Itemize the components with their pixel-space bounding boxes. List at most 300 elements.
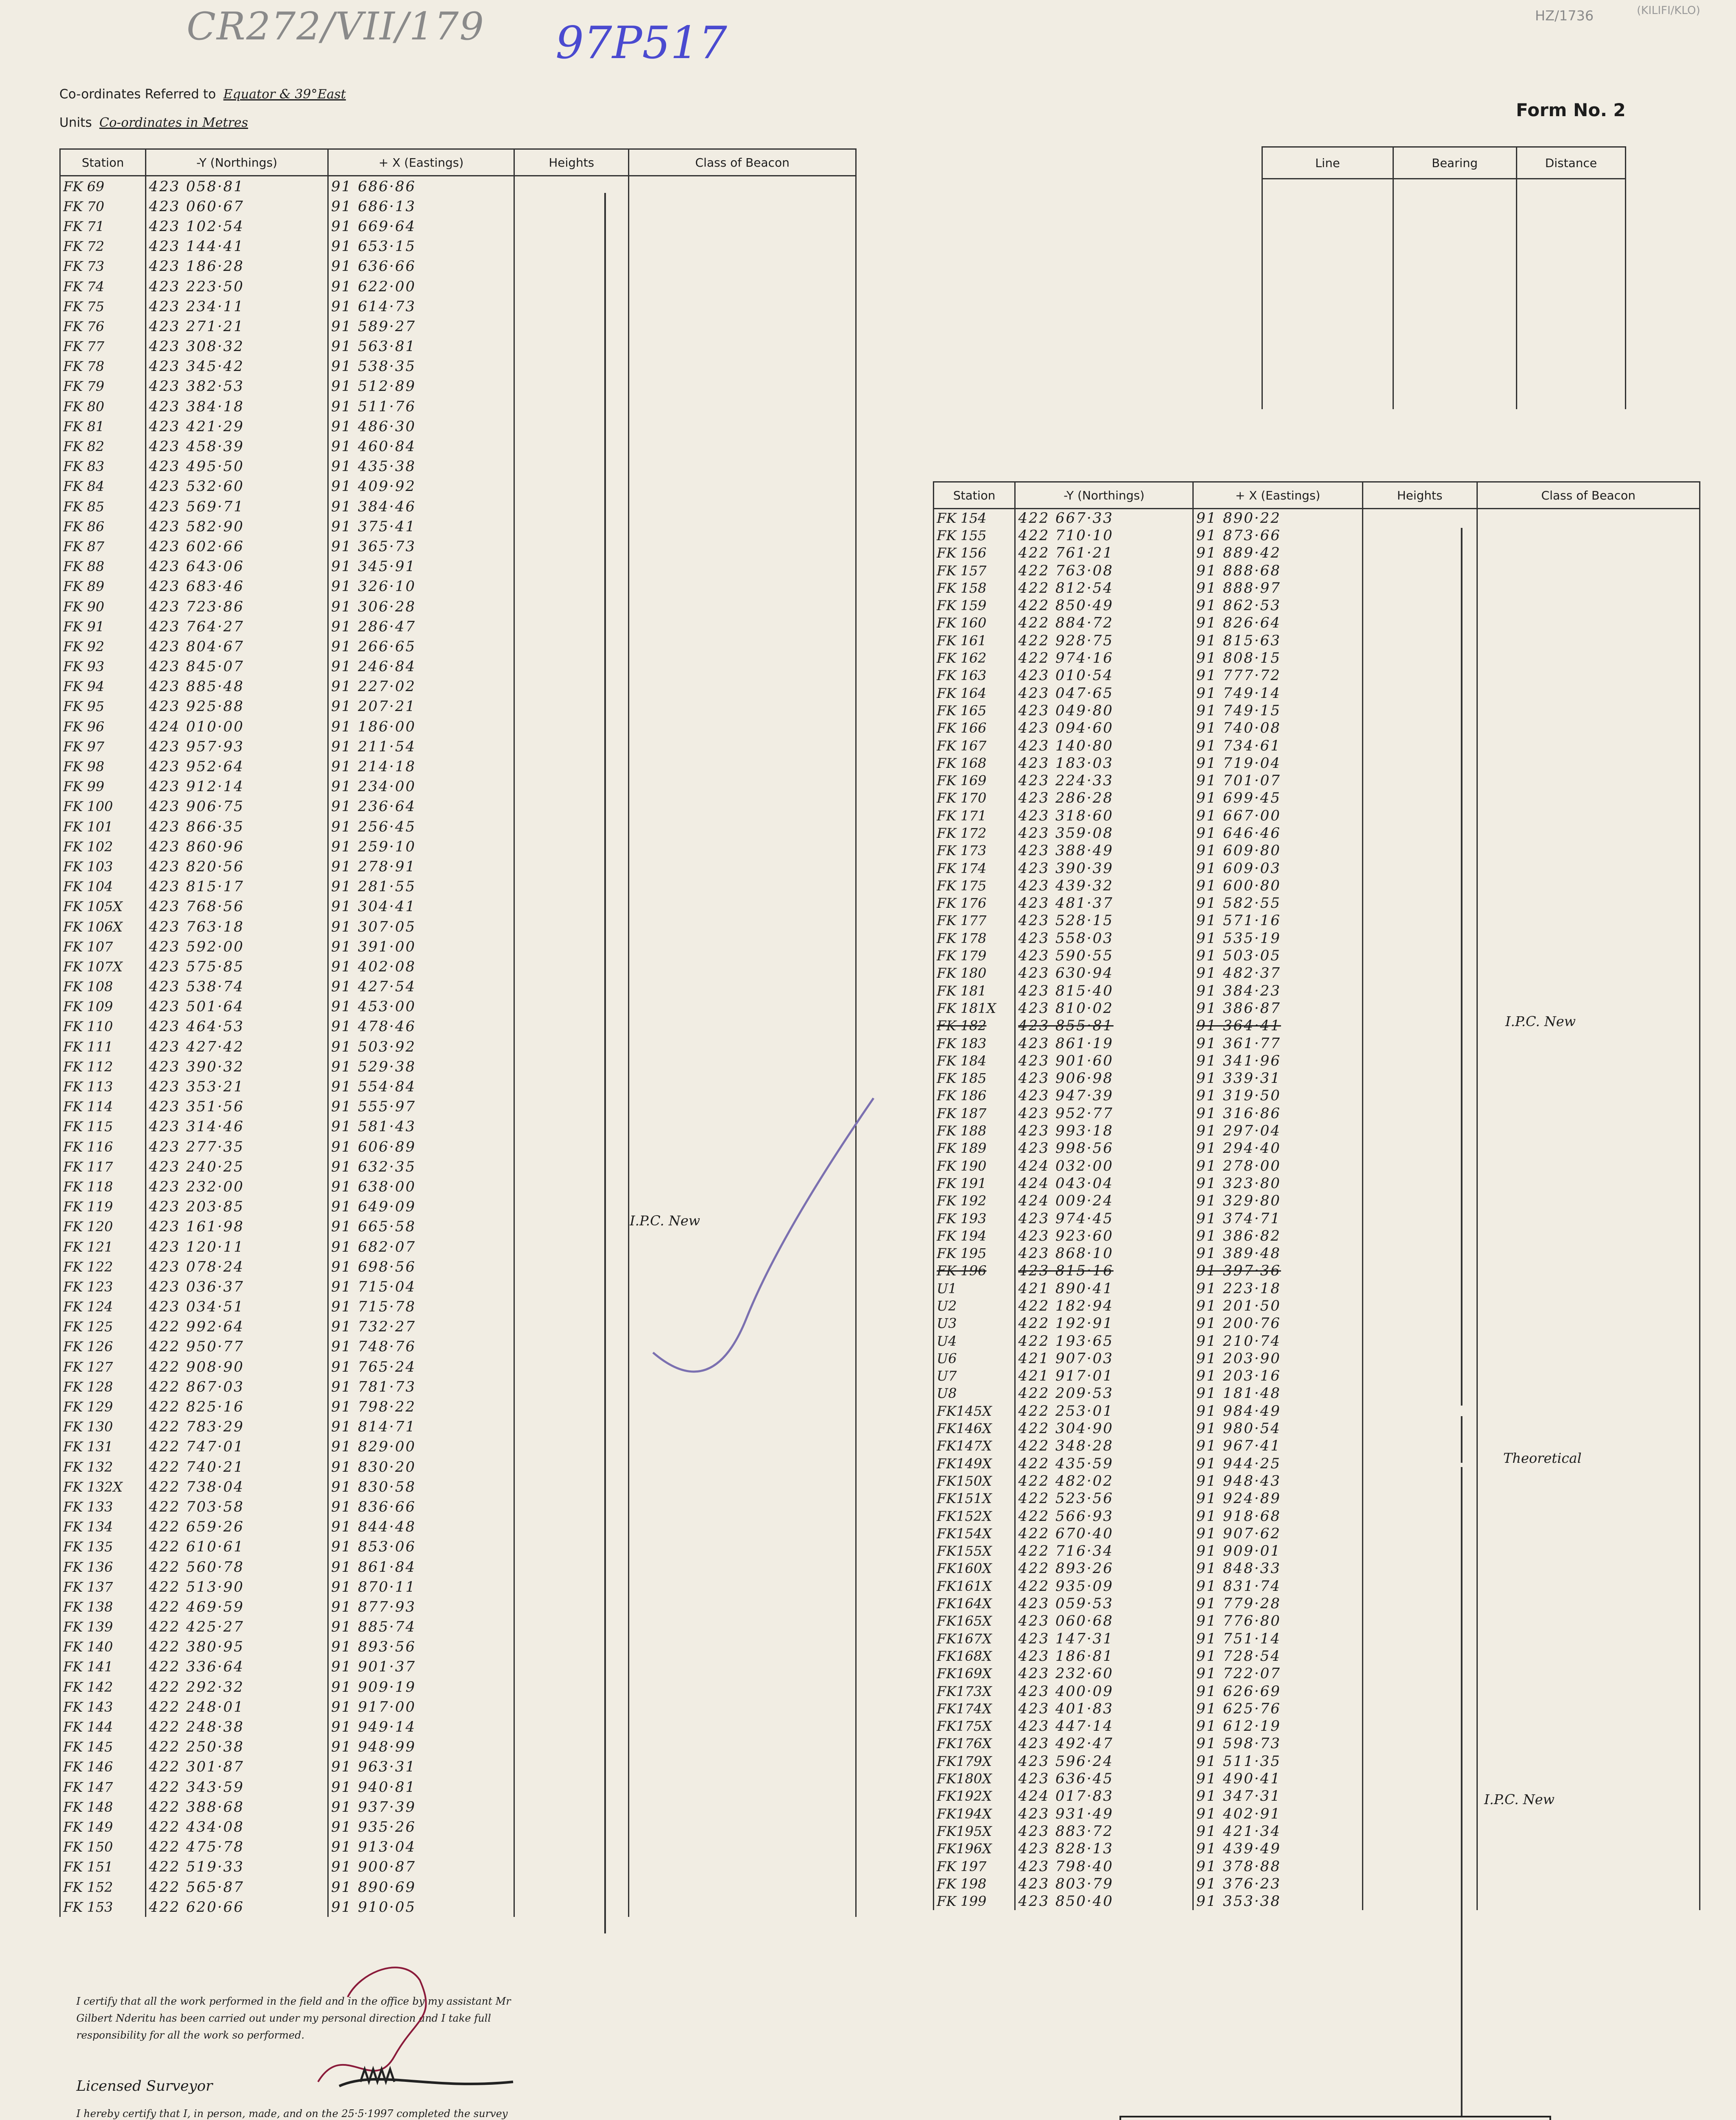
northing-cell: 423 010·54	[1015, 667, 1193, 684]
height-cell	[1362, 1858, 1477, 1875]
height-cell	[514, 697, 629, 717]
easting-cell: 91 967·41	[1193, 1437, 1363, 1455]
northing-cell: 423 314·46	[146, 1117, 328, 1137]
table-row	[934, 1735, 1700, 1752]
easting-cell: 91 935·26	[328, 1817, 514, 1837]
station-cell: FK 191	[934, 1174, 1015, 1192]
easting-cell: 91 646·46	[1193, 824, 1363, 842]
class-cell	[1477, 1700, 1700, 1717]
table-row	[934, 1577, 1700, 1595]
height-cell	[1362, 1788, 1477, 1805]
northing-cell: 422 850·49	[1015, 597, 1193, 614]
class-cell	[629, 516, 856, 536]
table-row	[934, 1297, 1700, 1314]
station-cell: FK 112	[60, 1057, 146, 1077]
northing-cell: 423 058·81	[146, 176, 328, 197]
table-row	[60, 917, 856, 937]
class-cell	[629, 677, 856, 697]
northing-cell: 423 353·21	[146, 1077, 328, 1096]
easting-cell: 91 777·72	[1193, 667, 1363, 684]
class-cell	[1477, 929, 1700, 947]
northing-cell: 423 993·18	[1015, 1122, 1193, 1139]
height-cell	[514, 1097, 629, 1117]
easting-cell: 91 435·38	[328, 457, 514, 477]
station-cell: FK 123	[60, 1277, 146, 1297]
table-row	[934, 1017, 1700, 1035]
northing-cell: 423 602·66	[146, 536, 328, 556]
northing-cell: 422 388·68	[146, 1797, 328, 1817]
table-row	[60, 977, 856, 997]
table-row	[934, 1595, 1700, 1612]
northing-cell: 423 947·39	[1015, 1087, 1193, 1105]
northing-cell: 422 667·33	[1015, 509, 1193, 527]
easting-cell: 91 701·07	[1193, 772, 1363, 789]
northing-cell: 423 538·74	[146, 977, 328, 997]
easting-cell: 91 667·00	[1193, 807, 1363, 824]
table-row	[934, 1822, 1700, 1840]
class-cell	[1477, 1840, 1700, 1858]
height-cell	[514, 1877, 629, 1897]
station-cell: FK192X	[934, 1788, 1015, 1805]
table-row	[934, 1385, 1700, 1402]
height-cell	[514, 1457, 629, 1477]
class-cell	[629, 1717, 856, 1737]
table-row	[60, 717, 856, 736]
height-cell	[514, 1757, 629, 1777]
class-cell	[629, 736, 856, 756]
station-cell: FK 92	[60, 636, 146, 656]
height-cell	[514, 897, 629, 917]
station-cell: FK 161	[934, 632, 1015, 649]
height-cell	[1362, 1262, 1477, 1280]
height-cell	[514, 957, 629, 976]
height-cell	[514, 176, 629, 197]
northing-cell: 423 388·49	[1015, 842, 1193, 859]
station-cell: FK 131	[60, 1437, 146, 1457]
station-cell: FK 167	[934, 737, 1015, 754]
class-cell	[1477, 895, 1700, 912]
table-row	[934, 1805, 1700, 1822]
table-row	[934, 1752, 1700, 1770]
class-cell	[629, 977, 856, 997]
easting-cell: 91 384·46	[328, 497, 514, 516]
station-cell: FK 172	[934, 824, 1015, 842]
easting-cell: 91 581·43	[328, 1117, 514, 1137]
class-cell	[629, 1597, 856, 1617]
easting-cell: 91 490·41	[1193, 1770, 1363, 1787]
height-cell	[1362, 1840, 1477, 1858]
northing-cell: 422 523·56	[1015, 1490, 1193, 1507]
northing-cell: 422 950·77	[146, 1337, 328, 1357]
easting-cell: 91 830·58	[328, 1477, 514, 1497]
table-row	[934, 720, 1700, 737]
class-cell	[629, 1617, 856, 1637]
northing-cell: 422 304·90	[1015, 1420, 1193, 1437]
northing-cell: 423 224·33	[1015, 772, 1193, 789]
northing-cell: 423 384·18	[146, 396, 328, 416]
height-cell	[514, 1157, 629, 1177]
table-row	[60, 1597, 856, 1617]
height-cell	[514, 1337, 629, 1357]
height-cell	[514, 436, 629, 456]
northing-cell: 423 906·75	[146, 797, 328, 817]
beacon-class-theoretical: Theoretical	[1503, 1450, 1582, 1466]
height-cell	[514, 1077, 629, 1096]
easting-cell: 91 563·81	[328, 337, 514, 357]
station-cell: FK 197	[934, 1858, 1015, 1875]
station-cell: FK 130	[60, 1417, 146, 1437]
height-cell	[1362, 999, 1477, 1017]
table-row	[60, 1497, 856, 1517]
class-cell	[1477, 877, 1700, 894]
height-cell	[514, 1057, 629, 1077]
table-row	[934, 1770, 1700, 1787]
station-cell: FK 105X	[60, 897, 146, 917]
class-cell	[1477, 1875, 1700, 1892]
easting-cell: 91 211·54	[328, 736, 514, 756]
height-cell	[1362, 1122, 1477, 1139]
northing-cell: 423 501·64	[146, 997, 328, 1017]
station-cell: FK 165	[934, 702, 1015, 719]
easting-cell: 91 304·41	[328, 897, 514, 917]
station-cell: FK 121	[60, 1237, 146, 1257]
class-cell	[629, 997, 856, 1017]
height-cell	[514, 1517, 629, 1537]
class-cell	[629, 457, 856, 477]
station-cell: FK 134	[60, 1517, 146, 1537]
table-row	[934, 1315, 1700, 1332]
easting-cell: 91 294·40	[1193, 1140, 1363, 1157]
station-cell: FK 135	[60, 1537, 146, 1557]
class-cell	[1477, 1892, 1700, 1910]
height-cell	[514, 837, 629, 856]
height-cell	[1362, 859, 1477, 877]
easting-cell: 91 625·76	[1193, 1700, 1363, 1717]
height-cell	[1362, 614, 1477, 632]
height-cell	[514, 1737, 629, 1757]
station-cell: FK 150	[60, 1837, 146, 1857]
class-cell	[1477, 1052, 1700, 1069]
height-cell	[1362, 1105, 1477, 1122]
table-row	[934, 1647, 1700, 1665]
northing-cell: 423 120·11	[146, 1237, 328, 1257]
height-cell	[514, 1417, 629, 1437]
table-row	[934, 1402, 1700, 1420]
easting-cell: 91 339·31	[1193, 1070, 1363, 1087]
station-cell: FK 124	[60, 1297, 146, 1317]
easting-cell: 91 323·80	[1193, 1174, 1363, 1192]
table-row	[934, 1437, 1700, 1455]
easting-cell: 91 890·22	[1193, 509, 1363, 527]
class-cell	[1477, 1543, 1700, 1560]
station-cell: FK176X	[934, 1735, 1015, 1752]
northing-cell: 422 610·61	[146, 1537, 328, 1557]
table-row	[60, 636, 856, 656]
station-cell: FK175X	[934, 1717, 1015, 1735]
northing-cell: 424 043·04	[1015, 1174, 1193, 1192]
easting-cell: 91 347·31	[1193, 1788, 1363, 1805]
easting-cell: 91 653·15	[328, 237, 514, 257]
table-row	[60, 1517, 856, 1537]
northing-cell: 422 710·10	[1015, 527, 1193, 544]
height-cell	[1362, 1350, 1477, 1367]
height-cell	[514, 1257, 629, 1277]
height-cell	[1362, 965, 1477, 982]
height-cell	[514, 337, 629, 357]
northing-cell: 422 380·95	[146, 1637, 328, 1657]
class-cell	[1477, 1647, 1700, 1665]
height-cell	[514, 1397, 629, 1417]
station-cell: FK 190	[934, 1157, 1015, 1174]
station-cell: FK 152	[60, 1877, 146, 1897]
easting-cell: 91 814·71	[328, 1417, 514, 1437]
station-cell: FK 107X	[60, 957, 146, 976]
height-cell	[1362, 1052, 1477, 1069]
height-cell	[514, 717, 629, 736]
table-row	[60, 957, 856, 976]
height-cell	[514, 856, 629, 876]
height-cell	[1362, 1174, 1477, 1192]
height-cell	[1362, 1507, 1477, 1525]
easting-cell: 91 944·25	[1193, 1455, 1363, 1472]
station-cell: FK154X	[934, 1525, 1015, 1542]
table-row	[934, 1717, 1700, 1735]
class-cell	[629, 216, 856, 236]
class-cell	[1477, 1350, 1700, 1367]
coordinate-table-right	[933, 481, 1700, 1910]
table-row	[60, 777, 856, 797]
table-row	[60, 557, 856, 577]
station-cell: FK 138	[60, 1597, 146, 1617]
table-row	[934, 1525, 1700, 1542]
class-cell	[629, 877, 856, 897]
northing-cell: 423 186·28	[146, 257, 328, 276]
northing-cell: 421 907·03	[1015, 1350, 1193, 1367]
station-cell: FK 173	[934, 842, 1015, 859]
coordinate-reference-value: Equator & 39°East	[223, 87, 346, 102]
northing-cell: 422 565·87	[146, 1877, 328, 1897]
table-row	[60, 457, 856, 477]
class-cell	[629, 817, 856, 837]
northing-cell: 423 036·37	[146, 1277, 328, 1297]
table-row	[60, 396, 856, 416]
northing-cell: 423 855·81	[1015, 1017, 1193, 1035]
station-cell: FK180X	[934, 1770, 1015, 1787]
northing-cell: 423 223·50	[146, 276, 328, 296]
easting-cell: 91 555·97	[328, 1097, 514, 1117]
northing-cell: 423 845·07	[146, 657, 328, 677]
archive-reference-small: (KILIFI/KLO)	[1637, 4, 1700, 17]
class-cell	[629, 416, 856, 436]
station-cell: FK 100	[60, 797, 146, 817]
class-cell	[629, 1757, 856, 1777]
station-cell: FK 96	[60, 717, 146, 736]
station-cell: FK 156	[934, 544, 1015, 562]
station-cell: FK147X	[934, 1437, 1015, 1455]
station-cell: FK 76	[60, 316, 146, 336]
northing-cell: 423 952·77	[1015, 1105, 1193, 1122]
northing-cell: 422 670·40	[1015, 1525, 1193, 1542]
height-cell	[1362, 1875, 1477, 1892]
table-row	[60, 1777, 856, 1797]
easting-cell: 91 877·93	[328, 1597, 514, 1617]
northing-cell: 423 234·11	[146, 296, 328, 316]
class-cell	[629, 1457, 856, 1477]
height-cell	[514, 1197, 629, 1217]
easting-cell: 91 236·64	[328, 797, 514, 817]
table-row	[934, 1280, 1700, 1297]
station-cell: FK 73	[60, 257, 146, 276]
station-cell: FK 106X	[60, 917, 146, 937]
class-cell	[629, 557, 856, 577]
station-cell: FK 142	[60, 1677, 146, 1697]
class-cell	[629, 616, 856, 636]
height-cell	[1362, 1437, 1477, 1455]
height-cell	[1362, 667, 1477, 684]
northing-cell: 422 435·59	[1015, 1455, 1193, 1472]
station-cell: FK151X	[934, 1490, 1015, 1507]
northing-cell: 422 908·90	[146, 1357, 328, 1377]
station-cell: FK 149	[60, 1817, 146, 1837]
easting-cell: 91 665·58	[328, 1217, 514, 1237]
easting-cell: 91 682·07	[328, 1237, 514, 1257]
station-cell: FK 81	[60, 416, 146, 436]
easting-cell: 91 376·23	[1193, 1875, 1363, 1892]
easting-cell: 91 512·89	[328, 377, 514, 396]
easting-cell: 91 862·53	[1193, 597, 1363, 614]
station-cell: FK 164	[934, 684, 1015, 702]
easting-cell: 91 910·05	[328, 1897, 514, 1917]
class-cell	[1477, 1367, 1700, 1385]
station-cell: FK 189	[934, 1140, 1015, 1157]
height-cell	[1362, 1070, 1477, 1087]
easting-cell: 91 798·22	[328, 1397, 514, 1417]
easting-cell: 91 571·16	[1193, 912, 1363, 929]
station-cell: FK 168	[934, 754, 1015, 772]
table-row	[60, 1637, 856, 1657]
height-cell	[514, 1537, 629, 1557]
easting-cell: 91 278·91	[328, 856, 514, 876]
northing-cell: 423 034·51	[146, 1297, 328, 1317]
table-row	[934, 1192, 1700, 1210]
class-cell	[629, 1057, 856, 1077]
height-cell	[514, 917, 629, 937]
northing-cell: 422 763·08	[1015, 562, 1193, 579]
station-cell: FK179X	[934, 1752, 1015, 1770]
height-cell	[1362, 1560, 1477, 1577]
class-cell	[1477, 1227, 1700, 1244]
table-row	[934, 772, 1700, 789]
height-cell	[514, 1477, 629, 1497]
table-row	[934, 947, 1700, 964]
class-cell	[1477, 614, 1700, 632]
easting-cell: 91 740·08	[1193, 720, 1363, 737]
height-cell	[1362, 1402, 1477, 1420]
easting-cell: 91 917·00	[328, 1697, 514, 1717]
station-cell: FK 187	[934, 1105, 1015, 1122]
class-cell	[1477, 1262, 1700, 1280]
height-cell	[1362, 1647, 1477, 1665]
table-row	[934, 929, 1700, 947]
station-cell: FK 158	[934, 579, 1015, 597]
table-row	[934, 527, 1700, 544]
height-cell	[1362, 1210, 1477, 1227]
eastings-header: + X (Eastings)	[328, 149, 514, 176]
file-reference-stamp: CR272/VII/179	[187, 4, 485, 49]
table-row	[60, 1817, 856, 1837]
easting-cell: 91 609·80	[1193, 842, 1363, 859]
easting-cell: 91 776·80	[1193, 1612, 1363, 1630]
northing-cell: 423 447·14	[1015, 1717, 1193, 1735]
table-row	[60, 1757, 856, 1777]
class-cell	[629, 477, 856, 497]
station-cell: FK 184	[934, 1052, 1015, 1069]
northing-cell: 422 893·26	[1015, 1560, 1193, 1577]
height-cell	[514, 1137, 629, 1157]
height-cell	[514, 296, 629, 316]
station-cell: FK 89	[60, 577, 146, 597]
station-cell: FK 193	[934, 1210, 1015, 1227]
height-cell	[514, 777, 629, 797]
table-row	[934, 1052, 1700, 1069]
licensed-surveyor-label: Licensed Surveyor	[76, 2078, 213, 2095]
class-cell	[1477, 1174, 1700, 1192]
class-cell	[1477, 982, 1700, 999]
station-cell: FK 136	[60, 1557, 146, 1577]
table-row	[60, 856, 856, 876]
table-row	[934, 1543, 1700, 1560]
class-cell	[1477, 912, 1700, 929]
class-cell	[629, 237, 856, 257]
northing-cell: 423 147·31	[1015, 1630, 1193, 1647]
northing-cell: 423 481·37	[1015, 895, 1193, 912]
easting-cell: 91 614·73	[328, 296, 514, 316]
height-cell	[1362, 1315, 1477, 1332]
northing-cell: 422 192·91	[1015, 1315, 1193, 1332]
height-cell	[1362, 772, 1477, 789]
height-cell	[1362, 1735, 1477, 1752]
northing-cell: 423 049·80	[1015, 702, 1193, 719]
easting-cell: 91 329·80	[1193, 1192, 1363, 1210]
easting-cell: 91 402·08	[328, 957, 514, 976]
easting-cell: 91 918·68	[1193, 1507, 1363, 1525]
easting-cell: 91 227·02	[328, 677, 514, 697]
class-cell	[1477, 527, 1700, 544]
easting-cell: 91 397·36	[1193, 1262, 1363, 1280]
height-cell	[1362, 684, 1477, 702]
easting-cell: 91 214·18	[328, 756, 514, 776]
height-cell	[1362, 1822, 1477, 1840]
easting-cell: 91 686·13	[328, 196, 514, 216]
northing-cell: 423 183·03	[1015, 754, 1193, 772]
northing-cell: 423 931·49	[1015, 1805, 1193, 1822]
station-cell: FK 91	[60, 616, 146, 636]
table-row	[934, 1157, 1700, 1174]
northing-cell: 422 747·01	[146, 1437, 328, 1457]
height-cell	[514, 1797, 629, 1817]
easting-cell: 91 246·84	[328, 657, 514, 677]
height-cell	[514, 597, 629, 616]
easting-cell: 91 890·69	[328, 1877, 514, 1897]
class-cell	[1477, 965, 1700, 982]
easting-cell: 91 901·37	[328, 1657, 514, 1677]
class-cell	[629, 917, 856, 937]
table-row	[934, 754, 1700, 772]
class-cell	[629, 797, 856, 817]
table-row	[60, 797, 856, 817]
table-row	[934, 982, 1700, 999]
coordinate-reference	[59, 87, 346, 102]
